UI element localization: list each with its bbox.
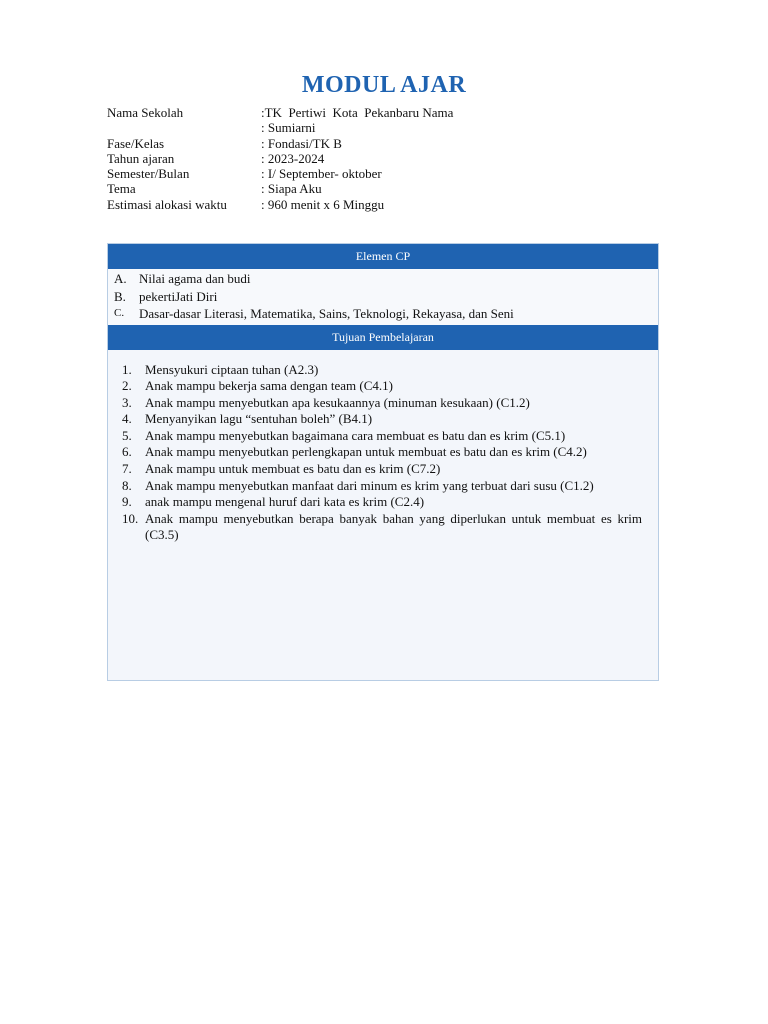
- info-row-year: [107, 151, 627, 166]
- list-item: [114, 288, 658, 306]
- list-number: 1.: [122, 361, 132, 377]
- info-value: : 960 menit x 6 Minggu: [261, 196, 385, 212]
- info-label: Tahun ajaran: [107, 150, 175, 166]
- info-label: Semester/Bulan: [107, 166, 190, 182]
- list-number: 5.: [122, 427, 132, 443]
- list-text: Anak mampu bekerja sama dengan team (C4.1): [145, 378, 393, 394]
- info-value: : Fondasi/TK B: [261, 135, 342, 151]
- list-item: [122, 411, 642, 428]
- info-value: : Siapa Aku: [261, 181, 322, 197]
- list-text: Menyanyikan lagu “sentuhan boleh” (B4.1): [145, 411, 373, 427]
- info-value: : I/ September- oktober: [261, 166, 382, 182]
- list-item: [122, 362, 642, 379]
- list-number: 7.: [122, 461, 132, 477]
- list-text: pekertiJati Diri: [139, 288, 218, 304]
- tujuan-header: Tujuan Pembelajaran: [108, 325, 658, 350]
- list-item: [122, 444, 642, 461]
- info-label: Fase/Kelas: [107, 135, 165, 151]
- list-number: 2.: [122, 378, 132, 394]
- list-text: Anak mampu menyebutkan apa kesukaannya (minuman kesukaan) (C1.2): [145, 394, 530, 410]
- content-box: [107, 243, 659, 681]
- list-text: anak mampu mengenal huruf dari kata es krim (C2.4): [145, 494, 425, 510]
- info-label: Nama Sekolah: [107, 105, 184, 120]
- list-item: [114, 270, 658, 288]
- info-row-duration: [107, 197, 627, 212]
- list-item: [122, 378, 642, 395]
- list-text: Anak mampu menyebutkan perlengkapan untuk membuat es batu dan es krim (C4.2): [145, 444, 587, 460]
- list-item: [122, 478, 642, 495]
- info-row-semester: [107, 166, 627, 181]
- info-row-name: [107, 120, 627, 135]
- list-item: [122, 461, 642, 478]
- info-label: Tema: [107, 181, 136, 197]
- list-number: 4.: [122, 411, 132, 427]
- info-label: [107, 120, 261, 135]
- list-item: [122, 511, 642, 544]
- list-item: [122, 428, 642, 445]
- list-letter: C.: [114, 307, 125, 319]
- info-block: [107, 105, 627, 212]
- list-text: Anak mampu menyebutkan manfaat dari minum es krim yang terbuat dari susu (C1.2): [145, 477, 594, 493]
- list-number: 10.: [122, 510, 139, 526]
- list-item: [122, 395, 642, 412]
- list-text: Anak mampu untuk membuat es batu dan es krim (C7.2): [145, 461, 441, 477]
- document-title: MODUL AJAR: [301, 72, 467, 98]
- info-label: Estimasi alokasi waktu: [107, 196, 227, 212]
- list-number: 9.: [122, 494, 132, 510]
- list-item: [114, 305, 658, 323]
- info-row-school: [107, 105, 627, 120]
- list-text: Anak mampu menyebutkan berapa banyak bahan yang diperlukan untuk membuat es krim (C3.5): [145, 510, 642, 543]
- info-value: :TK Pertiwi Kota Pekanbaru Nama: [261, 105, 454, 120]
- info-row-phase: [107, 136, 627, 151]
- elemen-cp-list: [108, 269, 658, 325]
- list-text: Dasar-dasar Literasi, Matematika, Sains, Teknologi, Rekayasa, dan Seni: [139, 306, 514, 321]
- list-letter: A.: [114, 271, 127, 286]
- list-text: Mensyukuri ciptaan tuhan (A2.3): [145, 361, 319, 377]
- elemen-cp-header: Elemen CP: [108, 244, 658, 269]
- info-row-theme: [107, 181, 627, 196]
- list-text: Anak mampu menyebutkan bagaimana cara membuat es batu dan es krim (C5.1): [145, 427, 566, 443]
- info-value: : 2023-2024: [261, 150, 325, 166]
- list-item: [122, 494, 642, 511]
- list-number: 8.: [122, 477, 132, 493]
- tujuan-list: [108, 350, 642, 545]
- info-value: : Sumiarni: [261, 120, 316, 136]
- list-letter: B.: [114, 288, 126, 304]
- list-number: 6.: [122, 444, 132, 460]
- list-number: 3.: [122, 394, 132, 410]
- list-text: Nilai agama dan budi: [139, 271, 251, 286]
